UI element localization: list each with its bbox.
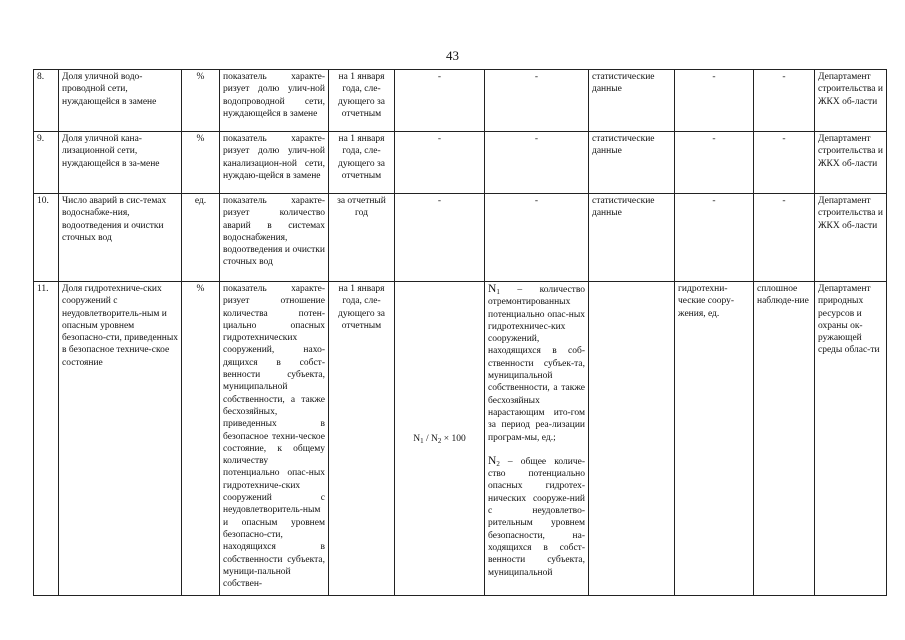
responsible-cell: Департамент строительства и ЖКХ об-ласти (815, 132, 887, 194)
unit-cell: % (182, 282, 220, 596)
table-row (34, 282, 887, 596)
method-cell (589, 282, 675, 596)
n2-symbol: N (488, 454, 497, 467)
observation-cell: сплошное наблюде-ние (754, 282, 815, 596)
method-cell: статистические данные (589, 132, 675, 194)
base-indicator-cell: гидротехни-ческие соору-жения, ед. (675, 282, 754, 596)
definition-cell: показатель характе-ризует количество аварий в системах водоснабжения, водоотведения и очистки сточных вод (220, 194, 329, 282)
n1-text: – количество отремонтированных потенциально опас-ных гидротехничес-ких сооружений, находящихся в соб-ственности субъек-та, муниципальной собственности, а также бесхозяйных нарастающим ито-гом за период реа-лизации програм-мы, ед.; (488, 285, 585, 443)
indicator-name: Доля уличной кана-лизационной сети, нуждающейся в за-мене (59, 132, 182, 194)
page-number: 43 (446, 48, 459, 63)
date-cell: на 1 января года, сле-дующего за отчетным (329, 132, 395, 194)
formula-cell: - (395, 70, 485, 132)
formula-n2-subscript: 2 (437, 436, 442, 445)
base-indicator-cell: - (675, 70, 754, 132)
formula-cell (395, 282, 485, 596)
unit-cell: % (182, 132, 220, 194)
formula-tail: × 100 (441, 433, 466, 444)
formula-definition-cell: - (485, 132, 589, 194)
observation-cell: - (754, 194, 815, 282)
n2-text: – общее количе-ство потенциально опасных гидротех-нических сооруже-ний с неудовлетво-рительным уровнем безопасности, на-ходящихся в собст-венности субъекта, муниципальной (488, 456, 585, 578)
base-indicator-cell: - (675, 194, 754, 282)
row-number: 8. (34, 70, 59, 132)
responsible-cell: Департамент строительства и ЖКХ об-ласти (815, 70, 887, 132)
formula-definition-cell: - (485, 70, 589, 132)
n2-definition (488, 455, 585, 579)
row-number: 9. (34, 132, 59, 194)
indicator-name: Доля уличной водо-проводной сети, нуждающейся в замене (59, 70, 182, 132)
row-number: 11. (34, 282, 59, 596)
definition-cell: показатель характе-ризует отношение количества потен-циально опасных гидротехнических сооружений, нахо-дящихся в собст-венности субъекта, муниципальной собственности, а также бесхозяйных, приведенных в безопасное техни-ческое состояние, к общему количеству потенциально опас-ных гидротехниче-ских сооружений с неудовлетворитель-ным и опасным уровнем безопасно-сти, находящихся в собственности субъекта, муници-пальной собствен- (220, 282, 329, 596)
formula-n2: N (431, 433, 438, 444)
definition-cell: показатель характе-ризует долю улич-ной водопроводной сети, нуждающейся в замене (220, 70, 329, 132)
indicators-table (33, 69, 887, 596)
n1-symbol: N (488, 283, 497, 295)
unit-cell: % (182, 70, 220, 132)
definition-cell: показатель характе-ризует долю улич-ной канализацион-ной сети, нуждаю-щейся в замене (220, 132, 329, 194)
formula-definition-cell: - (485, 194, 589, 282)
n2-subscript: 2 (496, 459, 500, 468)
table-row (34, 194, 887, 282)
n1-subscript: 1 (496, 288, 500, 296)
formula-cell: - (395, 194, 485, 282)
indicator-name: Доля гидротехниче-ских сооружений с неудовлетворитель-ным и опасным уровнем безопасно-сти, приведенных в безопасное техниче-ское состояние (59, 282, 182, 596)
formula-definition-cell (485, 282, 589, 596)
table-row (34, 132, 887, 194)
method-cell: статистические данные (589, 194, 675, 282)
method-cell: статистические данные (589, 70, 675, 132)
date-cell: за отчетный год (329, 194, 395, 282)
row-number: 10. (34, 194, 59, 282)
date-cell: на 1 января года, сле-дующего за отчетным (329, 70, 395, 132)
date-cell: на 1 января года, сле-дующего за отчетным (329, 282, 395, 596)
table-row (34, 70, 887, 132)
indicator-name: Число аварий в сис-темах водоснабже-ния, водоотведения и очистки сточных вод (59, 194, 182, 282)
unit-cell: ед. (182, 194, 220, 282)
observation-cell: - (754, 132, 815, 194)
formula-n1: N (413, 433, 421, 444)
formula-separator: / (423, 433, 432, 444)
formula-cell: - (395, 132, 485, 194)
responsible-cell: Департамент строительства и ЖКХ об-ласти (815, 194, 887, 282)
observation-cell: - (754, 70, 815, 132)
formula-n1-subscript: 1 (420, 436, 424, 445)
base-indicator-cell: - (675, 132, 754, 194)
n1-definition (488, 283, 585, 444)
responsible-cell: Департамент природных ресурсов и охраны ок-ружающей среды облас-ти (815, 282, 887, 596)
